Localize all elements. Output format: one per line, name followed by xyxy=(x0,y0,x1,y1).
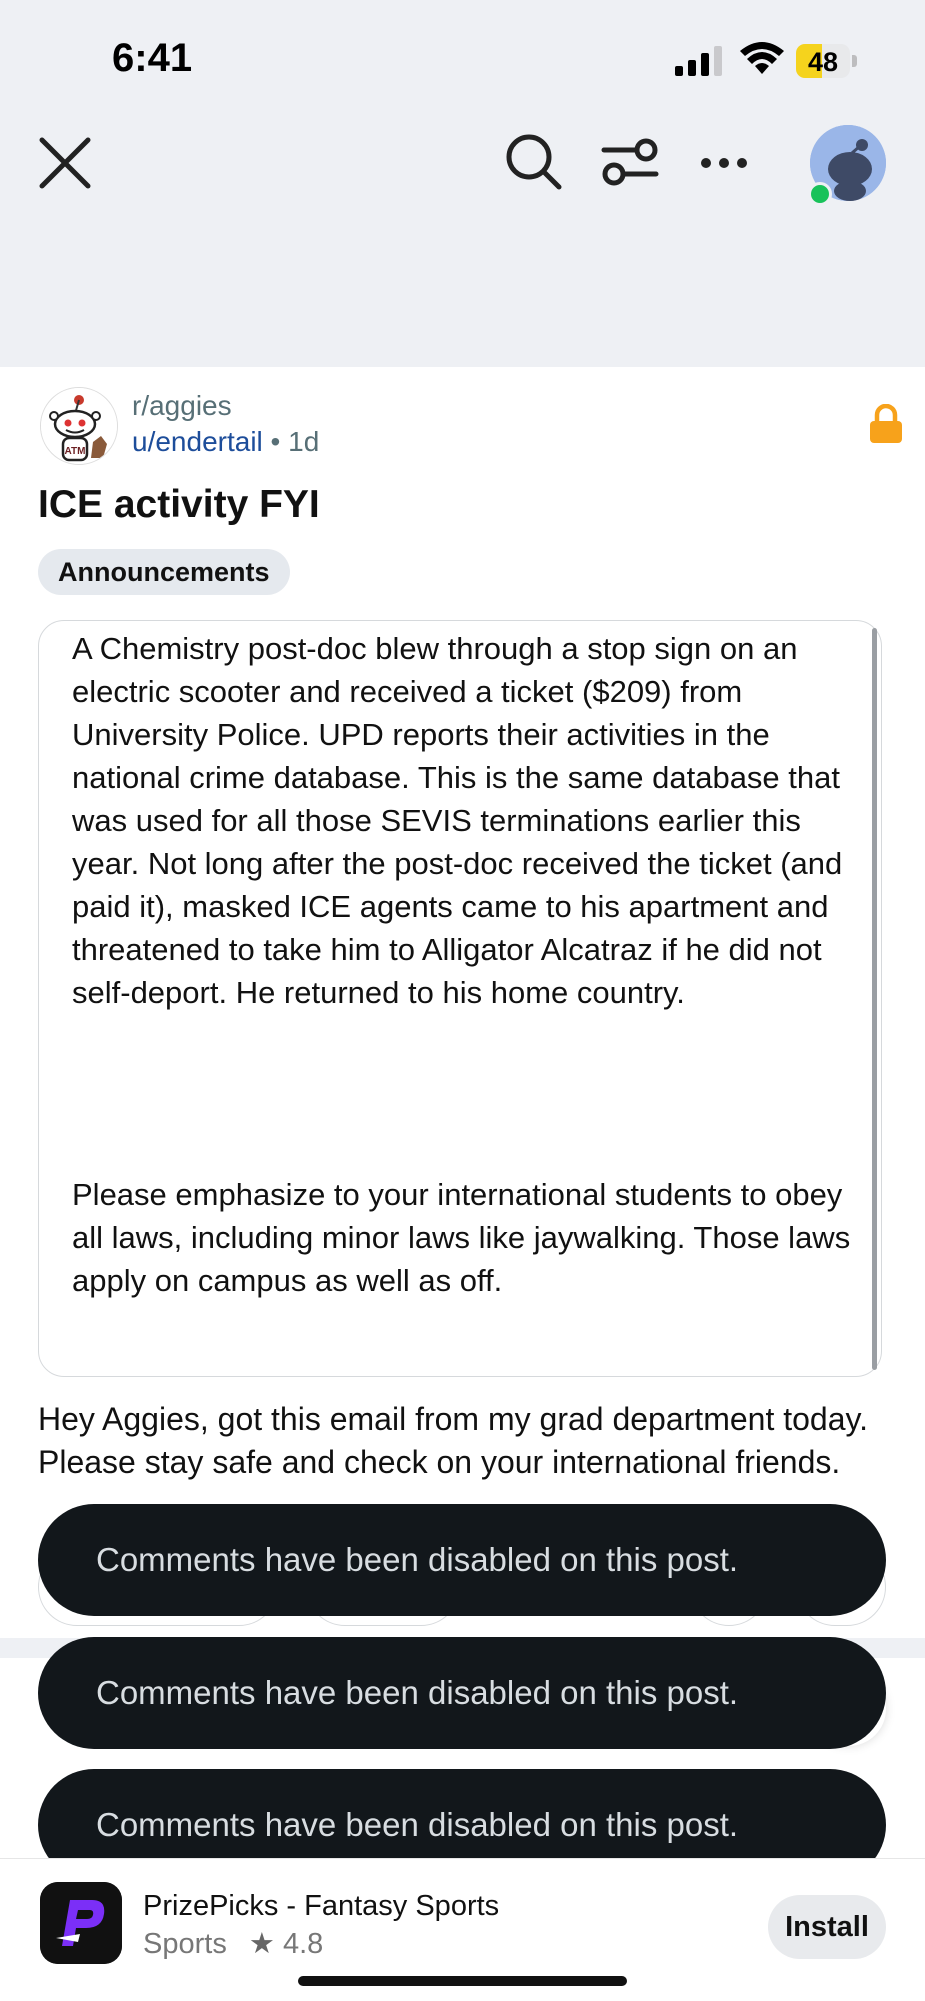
battery-indicator xyxy=(796,44,858,78)
star-icon: ★ xyxy=(248,1928,275,1960)
install-button[interactable]: Install xyxy=(768,1895,886,1959)
ad-meta xyxy=(143,1926,323,1961)
status-time: 6:41 xyxy=(112,36,193,80)
prizepicks-logo-icon xyxy=(40,1882,122,1964)
ad-rating: 4.8 xyxy=(282,1928,324,1960)
toast-comments-disabled: Comments have been disabled on this post. xyxy=(38,1504,886,1616)
search-icon[interactable] xyxy=(504,132,564,192)
meta-separator: • xyxy=(270,426,281,457)
toast-comments-disabled: Comments have been disabled on this post. xyxy=(38,1769,886,1881)
quote-paragraph-1: A Chemistry post-doc blew through a stop sign on an electric scooter and received a ticket ($209) from University Police. UPD reports their activities in the national crime database. This is the same database that was used for all those SEVIS terminations earlier this year. Not long after the post-doc received the ticket (and paid it), masked ICE agents came to his apartment and threatened to take him to Alligator Alcatraz if he did not self-deport. He returned to his home country. xyxy=(72,631,851,1010)
snoo-icon xyxy=(41,388,117,464)
filter-icon[interactable] xyxy=(600,136,660,188)
home-indicator xyxy=(298,1976,627,1986)
wifi-icon xyxy=(740,42,784,76)
prizepicks-logo xyxy=(40,1882,122,1964)
battery-level: 48 xyxy=(807,47,839,77)
post-flair[interactable]: Announcements xyxy=(38,549,290,595)
cellular-signal-icon xyxy=(675,46,723,76)
ad-app-name: PrizePicks - Fantasy Sports xyxy=(143,1890,500,1922)
quote-scrollbar[interactable] xyxy=(872,628,877,1370)
svg-text:ATM: ATM xyxy=(64,446,86,457)
post-title: ICE activity FYI xyxy=(38,483,320,526)
quote-paragraph-2: Please emphasize to your international students to obey all laws, including minor laws like jaywalking. Those laws apply on campus as well as off. xyxy=(72,1177,859,1298)
subreddit-name[interactable]: r/aggies xyxy=(132,390,232,421)
close-icon[interactable] xyxy=(36,134,94,192)
post-age: 1d xyxy=(288,426,320,457)
online-status-dot xyxy=(808,182,832,206)
toast-comments-disabled: Comments have been disabled on this post. xyxy=(38,1637,886,1749)
lock-icon xyxy=(868,404,904,444)
post-body: Hey Aggies, got this email from my grad department today. Please stay safe and check on your international friends. xyxy=(38,1401,869,1480)
ad-category: Sports xyxy=(143,1928,227,1960)
more-icon[interactable] xyxy=(698,144,750,182)
post-meta xyxy=(132,426,319,458)
subreddit-icon[interactable] xyxy=(40,387,118,465)
author-link[interactable]: u/endertail xyxy=(132,426,263,457)
